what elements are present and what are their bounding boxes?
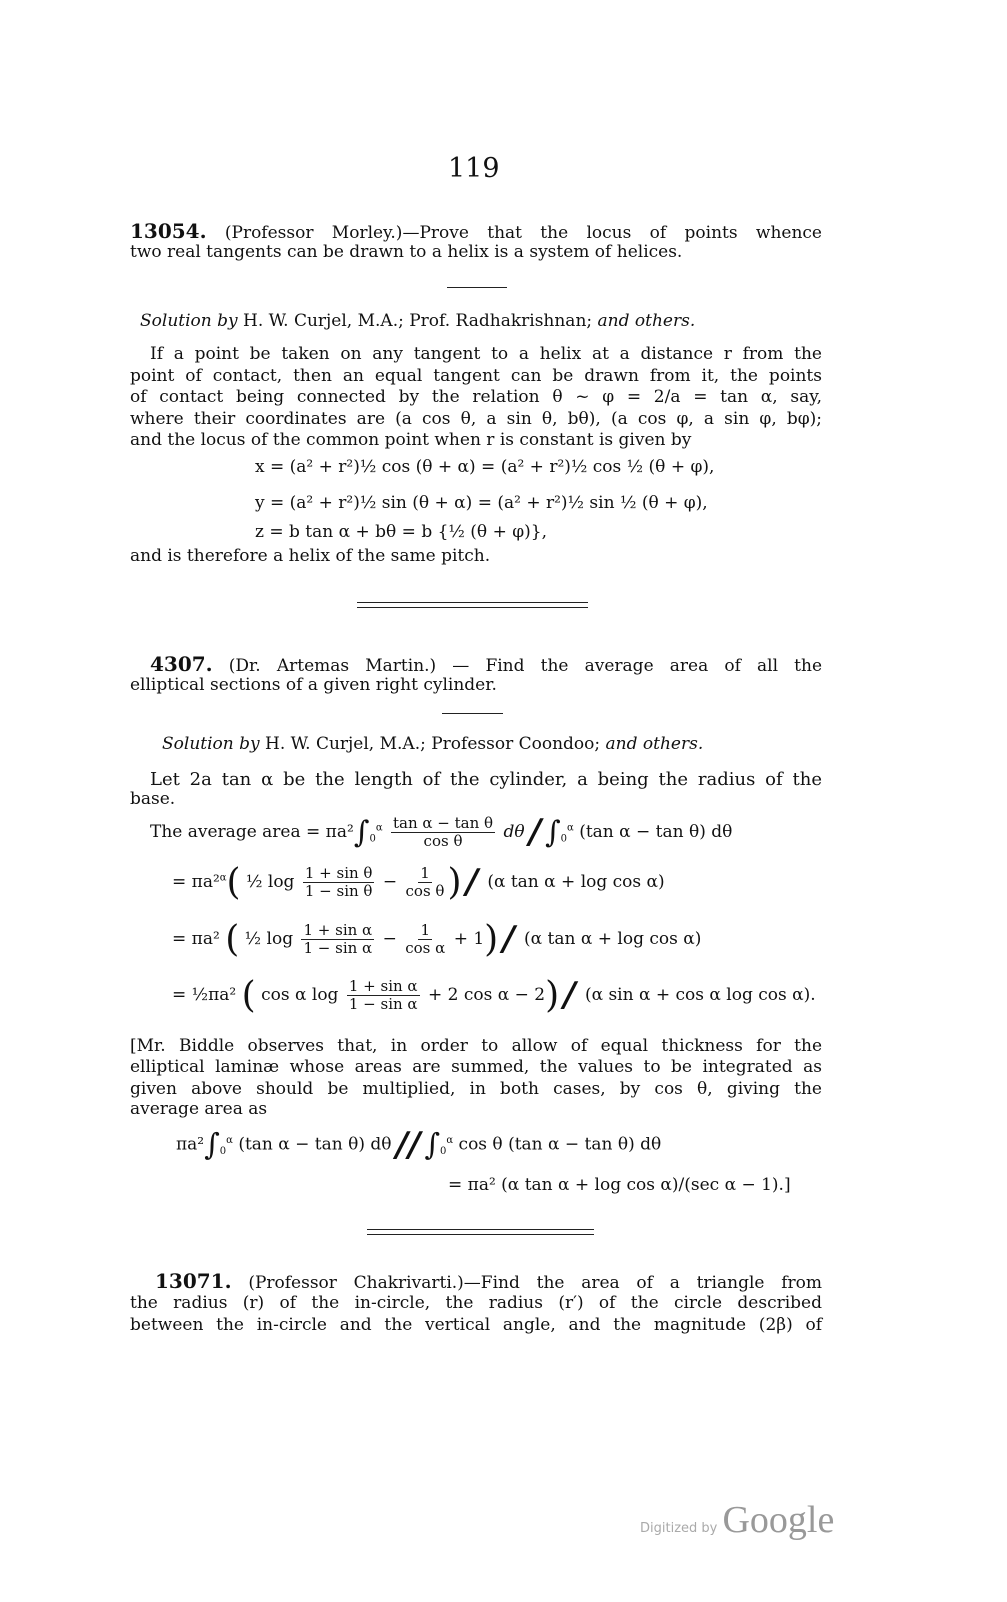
fraction — [406, 865, 445, 900]
eq-lead: = πa² — [172, 872, 220, 892]
integral-sign: ∫ — [545, 815, 561, 850]
paren: ) — [545, 975, 560, 1016]
and-others: and others. — [605, 734, 704, 754]
problem-number: 13071. — [155, 1269, 232, 1293]
fraction — [303, 865, 375, 900]
equation-step-3 — [172, 919, 702, 960]
eq-rhs: (α sin α + cos α log cos α). — [584, 985, 816, 1005]
solvers: H. W. Curjel, M.A.; Prof. Radhakrishnan; — [243, 311, 593, 331]
divider — [447, 287, 507, 288]
denominator: 1 − sin α — [348, 995, 418, 1013]
biddle-line: average area as — [130, 1099, 268, 1119]
numerator: 1 + sin α — [348, 977, 418, 995]
integrand-1: (tan α − tan θ) dθ — [238, 1134, 392, 1155]
equation-y: y = (a² + r²)½ sin (θ + α) = (a² + r²)½ sin ½ (θ + φ), — [255, 493, 708, 513]
cos-log: cos α log — [261, 985, 339, 1005]
paren: ) — [484, 919, 499, 960]
problem-text: (Dr. Artemas Martin.) — Find the average area of all the — [228, 656, 822, 676]
integral-sign: ∫ — [353, 815, 370, 850]
denominator: cos θ — [423, 832, 463, 850]
solution-by-label: Solution by — [162, 734, 260, 754]
fraction — [347, 978, 420, 1013]
upper-limit: α — [226, 1135, 233, 1146]
lower-limit: 0 — [219, 1146, 227, 1158]
eq-lead: = ½πa² — [172, 985, 237, 1005]
equation-step-2 — [172, 862, 665, 903]
equation-biddle-1 — [176, 1124, 662, 1165]
para-line: Let 2a tan α be the length of the cylinder, a being the radius of the — [150, 769, 822, 790]
eq-tail: + 2 cos α − 2 — [427, 985, 546, 1005]
eq-rhs: (α tan α + log cos α) — [487, 872, 665, 892]
division-slash: / — [502, 919, 515, 959]
para-line: and the locus of the common point when r is constant is given by — [130, 430, 692, 450]
biddle-line: given above should be multiplied, in both cases, by cos θ, giving the — [130, 1079, 822, 1099]
conclusion: and is therefore a helix of the same pitch. — [130, 546, 491, 566]
numerator: 1 — [420, 864, 430, 882]
problem-13071-line2: the radius (r) of the in-circle, the radius (r′) of the circle described — [130, 1293, 822, 1313]
google-logo: Google — [722, 1499, 835, 1541]
section-divider — [357, 602, 588, 608]
numerator: tan α − tan θ — [392, 814, 494, 832]
upper-limit: α — [446, 1135, 454, 1146]
para-line: where their coordinates are (a cos θ, a sin θ, bθ), (a cos φ, a sin φ, bφ); — [130, 409, 822, 429]
numerator: 1 — [420, 921, 431, 939]
section-divider — [367, 1229, 594, 1235]
eq-lead: = πa² — [172, 929, 220, 949]
equation-z: z = b tan α + bθ = b {½ (θ + φ)}, — [255, 522, 547, 542]
problem-4307-line1 — [130, 654, 822, 677]
division-slash: // — [395, 1124, 421, 1165]
eq-lead: The average area = πa² — [150, 822, 354, 842]
solution-byline — [140, 311, 695, 331]
para-line: point of contact, then an equal tangent can be drawn from it, the points — [130, 366, 822, 386]
paren: ) — [447, 862, 462, 903]
problem-number: 4307. — [150, 652, 213, 676]
page-number: 119 — [448, 153, 500, 184]
lower-limit: 0 — [560, 833, 568, 845]
numerator: 1 + sin α — [303, 921, 373, 939]
lower-limit: 0 — [440, 1146, 447, 1158]
division-slash: / — [528, 812, 542, 852]
lower-limit: 0 — [369, 833, 376, 845]
half-log: ½ log — [246, 872, 295, 892]
dtheta: dθ — [503, 822, 525, 842]
fraction — [391, 815, 495, 850]
integrand-2: cos θ (tan α − tan θ) dθ — [458, 1134, 662, 1155]
eq-rhs: (α tan α + log cos α) — [524, 929, 702, 949]
integral-sign: ∫ — [204, 1127, 220, 1163]
para-line: If a point be taken on any tangent to a helix at a distance r from the — [150, 344, 822, 364]
problem-13071-line1 — [130, 1271, 822, 1294]
problem-13054-line1 — [130, 221, 822, 244]
problem-text: (Professor Chakrivarti.)—Find the area of a triangle from — [248, 1273, 822, 1293]
problem-number: 13054. — [130, 219, 207, 243]
solvers: H. W. Curjel, M.A.; Professor Coondoo; — [265, 734, 601, 754]
google-watermark — [640, 1498, 834, 1542]
problem-text: (Professor Morley.)—Prove that the locus of points whence — [224, 223, 822, 243]
denominator: cos θ — [405, 882, 445, 900]
fraction — [405, 922, 445, 957]
watermark-prefix: Digitized by — [640, 1521, 718, 1536]
denominator: cos α — [405, 939, 446, 957]
upper-limit: α — [219, 872, 227, 884]
biddle-line: elliptical laminæ whose areas are summed, the values to be integrated as — [130, 1057, 822, 1077]
paren: ( — [226, 862, 241, 903]
eq-lead: πa² — [176, 1134, 205, 1155]
division-slash: / — [465, 862, 478, 902]
para-line: of contact being connected by the relation θ ~ φ = 2/a = tan α, say, — [130, 387, 822, 407]
paren: ( — [225, 919, 240, 960]
integral-sign: ∫ — [424, 1127, 440, 1163]
problem-13071-line3: between the in-circle and the vertical angle, and the magnitude (2β) of — [130, 1315, 822, 1335]
and-others: and others. — [597, 311, 696, 331]
fraction — [301, 922, 374, 957]
half-log: ½ log — [244, 929, 294, 949]
problem-13054-line2: two real tangents can be drawn to a helix is a system of helices. — [130, 242, 683, 262]
problem-4307-line2: elliptical sections of a given right cylinder. — [130, 675, 497, 695]
denominator: 1 − sin θ — [304, 882, 373, 900]
eq-rhs: (tan α − tan θ) dθ — [579, 822, 733, 842]
equation-x: x = (a² + r²)½ cos (θ + α) = (a² + r²)½ cos ½ (θ + φ), — [255, 457, 715, 477]
biddle-line: [Mr. Biddle observes that, in order to allow of equal thickness for the — [130, 1036, 822, 1056]
equation-biddle-2: = πa² (α tan α + log cos α)/(sec α − 1).] — [448, 1175, 791, 1195]
equation-step-4 — [172, 975, 816, 1016]
equation-average-area — [150, 812, 733, 852]
division-slash: / — [563, 975, 576, 1015]
para-line: base. — [130, 789, 176, 809]
solution-by-label: Solution by — [140, 311, 238, 331]
numerator: 1 + sin θ — [304, 864, 373, 882]
divider — [442, 713, 503, 714]
upper-limit: α — [375, 822, 383, 834]
minus: − — [382, 872, 398, 892]
upper-limit: α — [567, 822, 574, 834]
plus-one: + 1 — [453, 929, 485, 949]
minus: − — [382, 929, 397, 949]
denominator: 1 − sin α — [303, 939, 373, 957]
solution-byline — [162, 734, 703, 754]
paren: ( — [241, 975, 256, 1016]
